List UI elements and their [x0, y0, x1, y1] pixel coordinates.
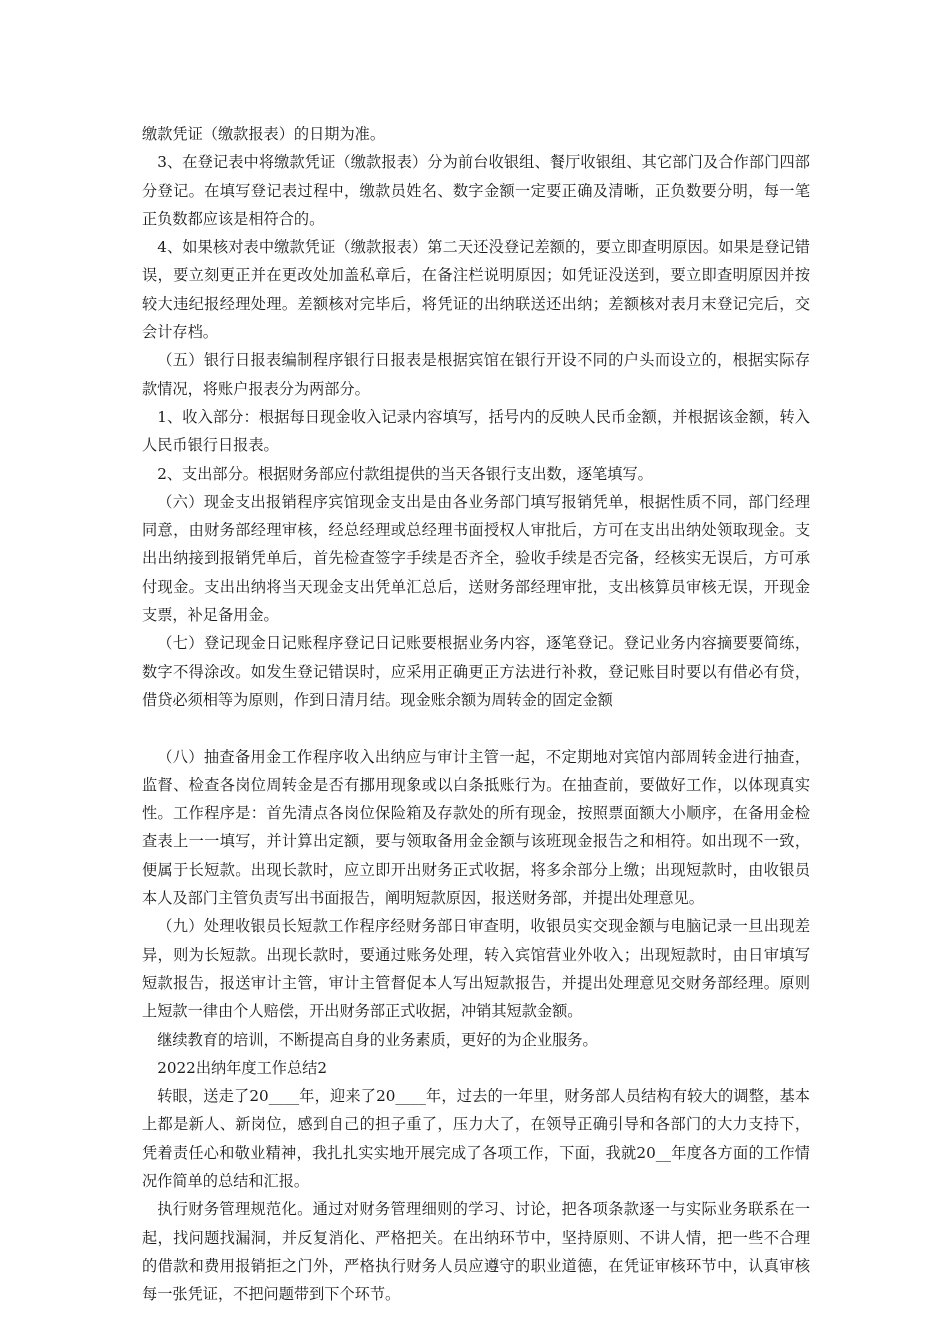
paragraph-intro: 转眼，送走了20____年，迎来了20____年，过去的一年里，财务部人员结构有较大的调整，基本上都是新人、新岗位，感到自己的担子重了，压力大了，在领导正确引导和各部门的大力支持下，凭着责任心和敬业精神，我扎扎实实地开展完成了各项工作，下面，我就20__年度各方面的工作情况作简单的总结和汇报。: [142, 1087, 810, 1190]
paragraph-management: 执行财务管理规范化。通过对财务管理细则的学习、讨论，把各项条款逐一与实际业务联系在一起，找问题找漏洞，并反复消化、严格把关。在出纳环节中，坚持原则、不讲人情，把一些不合理的借款和费用报销拒之门外，严格执行财务人员应遵守的职业道德，在凭证审核环节中，认真审核每一张凭证，不把问题带到下个环节。: [142, 1200, 810, 1304]
paragraph-income: 1、收入部分：根据每日现金收入记录内容填写，括号内的反映人民币金额，并根据该金额，转入人民币银行日报表。: [142, 407, 810, 455]
paragraph-section-5: （五）银行日报表编制程序银行日报表是根据宾馆在银行开设不同的户头而设立的，根据实际存款情况，将账户报表分为两部分。: [142, 351, 810, 398]
document-body: [142, 120, 810, 1308]
paragraph-section-8: （八）抽查备用金工作程序收入出纳应与审计主管一起，不定期地对宾馆内部周转金进行抽查，监督、检查各岗位周转金是否有挪用现象或以白条抵账行为。在抽查前，要做好工作，以体现真实性。工作程序是：首先清点各岗位保险箱及存款处的所有现金，按照票面额大小顺序，在备用金检查表上一一填写，并计算出定额，要与领取备用金金额与该班现金报告之和相符。如出现不一致，便属于长短款。出现长款时，应立即开出财务正式收据，将多余部分上缴；出现短款时，由收银员本人及部门主管负责写出书面报告，阐明短款原因，报送财务部，并提出处理意见。: [142, 747, 810, 908]
paragraph-item-3: 3、在登记表中将缴款凭证（缴款报表）分为前台收银组、餐厅收银组、其它部门及合作部门四部分登记。在填写登记表过程中，缴款员姓名、数字金额一定要正确及清晰，正负数要分明，每一笔正负数都应该是相符合的。: [142, 153, 810, 228]
blank-line: [142, 714, 810, 742]
paragraph-section-6: （六）现金支出报销程序宾馆现金支出是由各业务部门填写报销凭单，根据性质不同，部门经理同意，由财务部经理审核，经总经理或总经理书面授权人审批后，方可在支出出纳处领取现金。支出出纳接到报销凭单后，首先检查签字手续是否齐全，验收手续是否完备，经核实无误后，方可承付现金。支出出纳将当天现金支出凭单汇总后，送财务部经理审批，支出核算员审核无误，开现金支票，补足备用金。: [142, 492, 810, 625]
paragraph-item-4: 4、如果核对表中缴款凭证（缴款报表）第二天还没登记差额的，要立即查明原因。如果是登记错误，要立刻更正并在更改处加盖私章后，在备注栏说明原因；如凭证没送到，要立即查明原因并按较大违纪报经理处理。差额核对完毕后，将凭证的出纳联送还出纳；差额核对表月末登记完后，交会计存档。: [142, 238, 810, 342]
paragraph-expense: 2、支出部分。根据财务部应付款组提供的当天各银行支出数，逐笔填写。: [157, 464, 653, 483]
paragraph-continuation: 缴款凭证（缴款报表）的日期为准。: [142, 125, 385, 143]
paragraph-training: 继续教育的培训，不断提高自身的业务素质，更好的为企业服务。: [157, 1030, 598, 1049]
section-title: 2022出纳年度工作总结2: [157, 1058, 328, 1077]
paragraph-section-7: （七）登记现金日记账程序登记日记账要根据业务内容，逐笔登记。登记业务内容摘要要简练，数字不得涂改。如发生登记错误时，应采用正确更正方法进行补救，登记账目时要以有借必有贷，借贷必须相等为原则，作到日清月结。现金账余额为周转金的固定金额: [142, 634, 810, 709]
paragraph-section-9: （九）处理收银员长短款工作程序经财务部日审查明，收银员实交现金额与电脑记录一旦出现差异，则为长短款。出现长款时，要通过账务处理，转入宾馆营业外收入；出现短款时，由日审填写短款报告，报送审计主管，审计主管督促本人写出短款报告，并提出处理意见交财务部经理。原则上短款一律由个人赔偿，开出财务部正式收据，冲销其短款金额。: [142, 917, 810, 1021]
